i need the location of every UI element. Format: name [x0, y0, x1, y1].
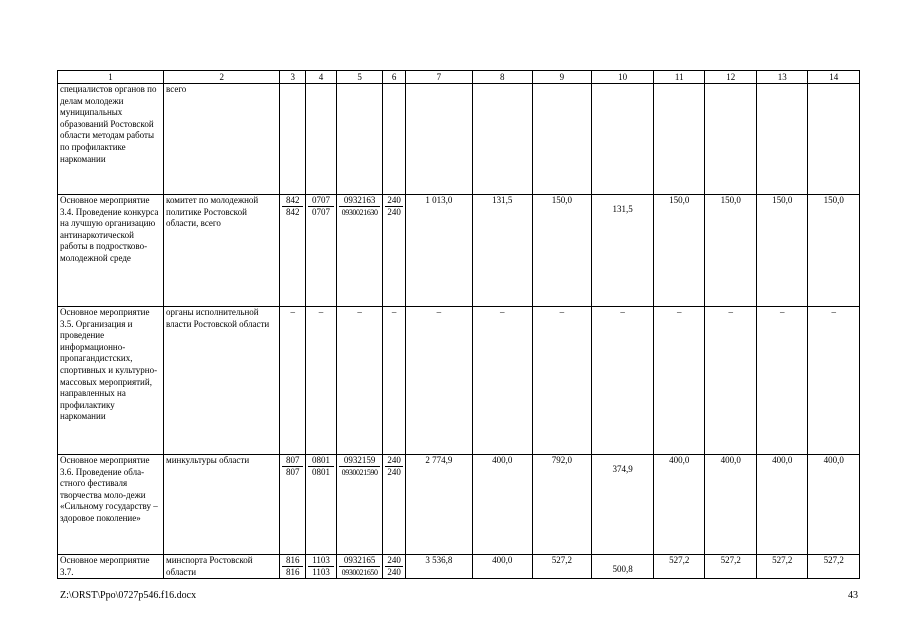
grbs-code: 807 — [285, 467, 300, 477]
activity-cell: Основное мероприятие 3.5. Организация и проведение информационно-пропагандистских, спортивных и культурно-массовых мероприятий, направленных на профилактику наркомании — [58, 307, 164, 455]
year-value: 792,0 — [532, 455, 592, 555]
total-value: 3 536,8 — [405, 555, 472, 579]
activity-cell: специалистов органов по делам молодежи муниципальных образований Ростовской области методам работы по профилактике наркомании — [58, 84, 164, 195]
target-code: 0930021590 — [341, 468, 378, 477]
grbs-code: 842 — [285, 207, 300, 217]
table-row — [58, 455, 860, 555]
year-value: 150,0 — [705, 195, 756, 307]
table-row — [58, 555, 860, 579]
activity-cell: Основное мероприятие 3.7. — [58, 555, 164, 579]
year-value: 527,2 — [654, 555, 705, 579]
year-value: 131,5 — [472, 195, 532, 307]
year-value: 400,0 — [808, 455, 860, 555]
grbs-code: 816 — [285, 567, 300, 577]
expense-type-code: 240 — [385, 455, 403, 467]
section-code: 1103 — [308, 555, 334, 567]
dash-value: – — [756, 307, 807, 455]
header-cell: 10 — [592, 71, 654, 84]
page-number: 43 — [848, 590, 858, 601]
dash-value: – — [405, 307, 472, 455]
target-code: 09300216З0 — [341, 208, 378, 217]
dash-value: – — [532, 307, 592, 455]
executor-cell: комитет по молодежной политике Ростовской области, всего — [164, 195, 280, 307]
table-row — [58, 84, 860, 195]
expense-type-code: 240 — [385, 555, 403, 567]
header-cell: 12 — [705, 71, 756, 84]
year-value: 150,0 — [654, 195, 705, 307]
year-value: 150,0 — [808, 195, 860, 307]
table-header-row — [58, 71, 860, 84]
dash-value: – — [336, 307, 382, 455]
year-value: 400,0 — [472, 455, 532, 555]
dash-value: – — [808, 307, 860, 455]
year-value: 150,0 — [756, 195, 807, 307]
year-value: 400,0 — [654, 455, 705, 555]
section-code: 0707 — [308, 195, 334, 207]
year-value: 150,0 — [532, 195, 592, 307]
executor-cell: минкультуры области — [164, 455, 280, 555]
section-code: 1103 — [312, 567, 330, 577]
year-value: 400,0 — [472, 555, 532, 579]
table-row — [58, 195, 860, 307]
dash-value: – — [592, 307, 654, 455]
file-path: Z:\ORST\Ppo\0727p546.f16.docx — [60, 590, 197, 601]
activity-cell: Основное мероприятие 3.6. Проведение обла-стного фестиваля творчества моло-дежи «Сильному государству – здоровое поколение» — [58, 455, 164, 555]
dash-value: – — [654, 307, 705, 455]
executor-cell: минспорта Ростовской области — [164, 555, 280, 579]
header-cell: 6 — [383, 71, 406, 84]
year-value: 400,0 — [756, 455, 807, 555]
year-value: 400,0 — [705, 455, 756, 555]
target-code: 0930021650 — [341, 568, 378, 577]
grbs-code: 842 — [282, 195, 303, 207]
header-cell: 2 — [164, 71, 280, 84]
header-cell: 7 — [405, 71, 472, 84]
table-row — [58, 307, 860, 455]
dash-value: – — [705, 307, 756, 455]
year-value: 131,5 — [612, 204, 633, 214]
year-value: 500,8 — [612, 564, 633, 574]
grbs-code: 816 — [282, 555, 303, 567]
header-cell: 9 — [532, 71, 592, 84]
dash-value: – — [280, 307, 306, 455]
header-cell: 14 — [808, 71, 860, 84]
total-value: 2 774,9 — [405, 455, 472, 555]
expense-type-code: 240 — [387, 207, 401, 217]
target-code: 0932163 — [339, 195, 380, 207]
year-value: 527,2 — [756, 555, 807, 579]
header-cell: 13 — [756, 71, 807, 84]
year-value: 374,9 — [612, 464, 633, 474]
target-code: 0932159 — [339, 455, 380, 467]
header-cell: 8 — [472, 71, 532, 84]
header-cell: 3 — [280, 71, 306, 84]
expense-type-code: 240 — [387, 567, 401, 577]
header-cell: 1 — [58, 71, 164, 84]
section-code: 0801 — [308, 455, 334, 467]
target-code: 0932165 — [339, 555, 380, 567]
executor-cell: органы исполнительной власти Ростовской области — [164, 307, 280, 455]
total-value: 1 013,0 — [405, 195, 472, 307]
year-value: 527,2 — [705, 555, 756, 579]
budget-table — [57, 70, 860, 579]
header-cell: 4 — [306, 71, 337, 84]
activity-cell: Основное мероприятие 3.4. Проведение конкурса на лучшую организацию антинаркотической работы в подростково-молодежной среде — [58, 195, 164, 307]
executor-cell: всего — [164, 84, 280, 195]
expense-type-code: 240 — [385, 195, 403, 207]
expense-type-code: 240 — [387, 467, 401, 477]
dash-value: – — [306, 307, 337, 455]
grbs-code: 807 — [282, 455, 303, 467]
dash-value: – — [383, 307, 406, 455]
dash-value: – — [472, 307, 532, 455]
header-cell: 11 — [654, 71, 705, 84]
header-cell: 5 — [336, 71, 382, 84]
year-value: 527,2 — [808, 555, 860, 579]
year-value: 527,2 — [532, 555, 592, 579]
section-code: 0707 — [312, 207, 331, 217]
section-code: 0801 — [312, 467, 331, 477]
